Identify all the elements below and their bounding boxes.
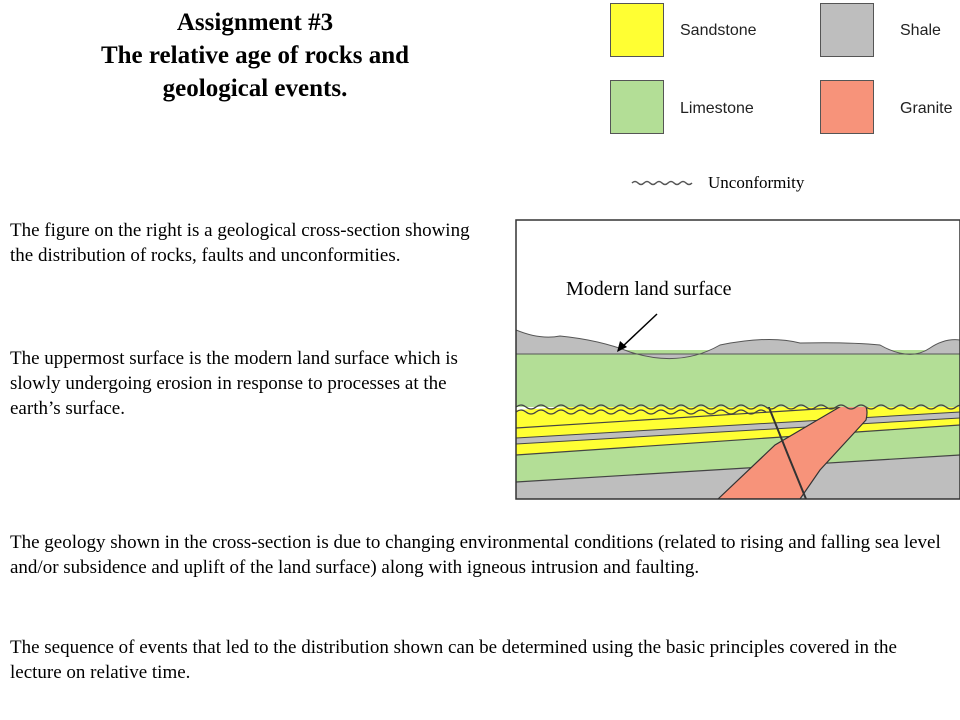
land-surface-arrow <box>622 314 657 347</box>
unconformity-label: Unconformity <box>708 173 805 192</box>
modern-land-surface-label: Modern land surface <box>566 278 732 300</box>
shale-label: Shale <box>900 22 941 39</box>
paragraph-1: The figure on the right is a geological cross-section showing the distribution of rocks, faults and unconformities. <box>10 220 470 266</box>
granite-label: Granite <box>900 100 953 117</box>
paragraph-2: The uppermost surface is the modern land surface which is slowly undergoing erosion in response to processes at the earth’s surface. <box>10 348 458 419</box>
paragraph-3: The geology shown in the cross-section is due to changing environmental conditions (related to rising and falling sea level and/or subsidence and uplift of the land surface) along with igneous intrusion and faulting. <box>10 532 941 578</box>
unconformity-symbol <box>632 182 692 185</box>
sandstone-label: Sandstone <box>680 22 757 39</box>
title-line-3: geological events. <box>162 75 348 102</box>
limestone-label: Limestone <box>680 100 754 117</box>
upper-limestone <box>516 350 960 407</box>
title-line-1: Assignment #3 <box>176 9 334 36</box>
paragraph-4: The sequence of events that led to the distribution shown can be determined using the basic principles covered in the lecture on relative time. <box>10 637 897 683</box>
title-line-2: The relative age of rocks and <box>100 42 410 69</box>
